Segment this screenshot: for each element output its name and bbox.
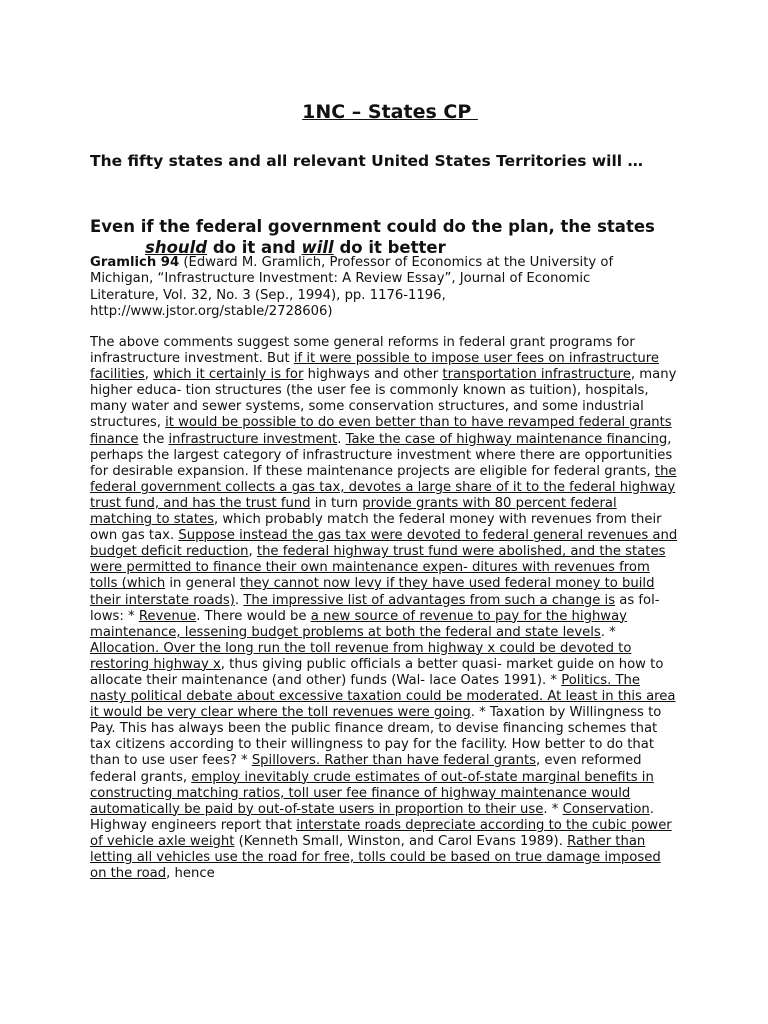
underlined-text: Conservation [562,801,650,817]
underlined-text: Allocation. Over the long run the toll revenue from highway x could be devoted to restoring highway x [90,640,632,672]
underlined-text: a new source of revenue to pay for the highway maintenance, lessening budget problems at both the federal and state levels [90,608,627,640]
heading-line-1: Even if the federal government could do the plan, the states [90,217,655,236]
underlined-text: the federal highway trust fund were abolished, and the states were permitted to finance their own maintenance expen- ditures with revenues from tolls (which [90,544,666,592]
underlined-text: The impressive list of advantages from such a change is [243,592,616,608]
underlined-text: if it were possible to impose user fees on infrastructure facilities [90,351,659,383]
underlined-text: Suppose instead the gas tax were devoted to federal general revenues and budget deficit reduction [90,528,678,560]
underlined-text: Rather than letting all vehicles use the road for free, tolls could be based on true damage imposed on the road [90,833,661,882]
heading-do-1: do it and [207,238,302,257]
page-title: 1NC – States CP [302,101,478,123]
body-text: , [144,367,154,383]
heading-should: should [145,238,208,257]
underlined-text: Revenue [138,608,197,624]
underlined-text: Politics. The nasty political debate about excessive taxation could be moderated. At least in this area it would be very clear where the toll revenues were going [90,672,676,721]
underlined-text: the federal government collects a gas tax, devotes a large share of it to the federal highway trust fund, and has the trust fund [90,463,677,511]
heading-will: will [301,238,334,257]
underlined-text: it would be possible to do even better than to have revamped federal grants finance [90,415,672,447]
citation [90,255,650,320]
body-text: , which probably match the federal money with revenues from their own gas tax. [90,512,662,544]
underlined-text: Take the case of highway maintenance financing [345,431,668,447]
underlined-text: which it certainly is for [153,367,304,383]
body-text: . Highway engineers report that [90,801,654,833]
citation-details: (Edward M. Gramlich, Professor of Economics at the University of Michigan, “Infrastructure Investment: A Review Essay”, Journal of Economic Literature, Vol. 32, No. 3 (Sep., 1994), pp. 1176-1196, http://www.jstor.org/stable/2728606) [90,255,614,319]
body-text: , perhaps the largest category of infrastructure investment where there are opportunities for desirable expansion. If these maintenance projects are eligible for federal grants, [90,431,673,479]
body-text: . [234,592,244,608]
body-text: , thus giving public officials a better quasi- market guide on how to allocate their maintenance (and other) funds (Wal- lace Oates 1991). * [90,656,664,688]
underlined-text: transportation infrastructure [442,367,631,383]
body-text: , many higher educa- tion structures (the user fee is commonly known as tuition), hospitals, many water and sewer systems, some conservation structures, and some industrial structures, [90,367,677,431]
body-text: . * [600,624,616,640]
underlined-text: provide grants with 80 percent federal matching to states [90,495,617,528]
body-text: highways and other [303,367,443,383]
underlined-text: Spillovers. Rather than have federal grants [251,753,537,769]
citation-author: Gramlich 94 [90,255,180,270]
body-text: . * Taxation by Willingness to Pay. This has always been the public finance dream, to devise financing schemes that tax citizens according to their willingness to pay for the facility. How better to do that than to use user fees? * [90,705,662,769]
underlined-text: they cannot now levy if they have used federal money to build their interstate roads) [90,576,655,608]
evidence-body [90,335,680,882]
body-text: , [248,544,257,560]
body-text: (Kenneth Small, Winston, and Carol Evans 1989). [234,833,568,849]
underlined-text: employ inevitably crude estimates of out-of-state marginal benefits in constructing matching ratios, toll user fee finance of highway maintenance would automatically be paid by out-of-state users in proportion to their use [90,769,654,817]
body-text: , hence [166,866,215,882]
underlined-text: interstate roads depreciate according to the cubic power of vehicle axle weight [90,817,672,849]
card-heading [90,216,690,258]
body-text: . * [543,801,563,817]
body-text: as fol- lows: * [90,592,660,624]
body-text: The above comments suggest some general reforms in federal grant programs for infrastructure investment. But [90,335,635,367]
body-text: . There would be [196,608,311,624]
body-text: in general [165,576,240,592]
body-text: . [337,431,346,447]
underlined-text: infrastructure investment [168,431,338,447]
body-text: in turn [310,495,363,511]
counterplan-text: The fifty states and all relevant United States Territories will … [90,152,644,170]
heading-do-2: do it better [333,238,446,257]
body-text: the [138,431,169,447]
body-text: , even reformed federal grants, [90,753,642,785]
